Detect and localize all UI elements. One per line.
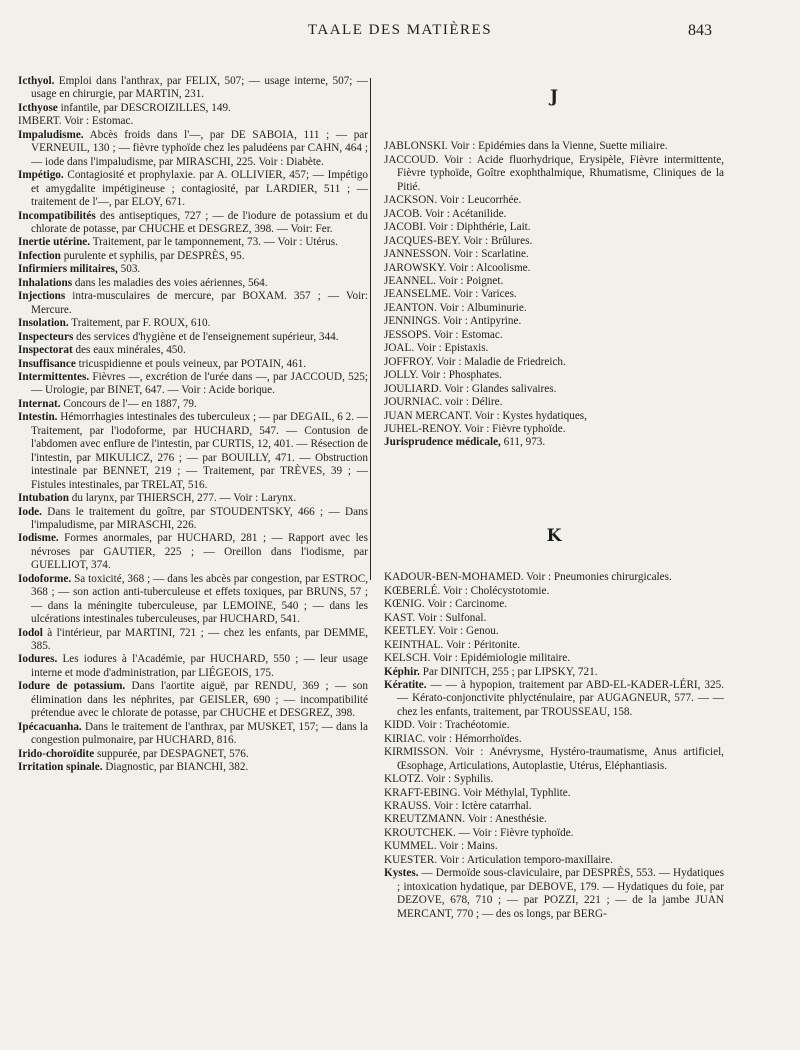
- entry-heading: Infection: [18, 249, 61, 262]
- entry-text: Voir : Antipyrine.: [442, 315, 522, 328]
- column-divider: [370, 78, 371, 580]
- entry-heading: JUAN MERCANT.: [384, 409, 473, 422]
- index-entry: [384, 571, 724, 584]
- entry-heading: JACCOUD.: [384, 153, 439, 166]
- entry-text: Voir : Scarlatine.: [453, 248, 529, 261]
- entry-heading: Iodure de potassium.: [18, 680, 126, 693]
- section-j-entries: [384, 140, 724, 449]
- index-entry: [18, 398, 368, 411]
- entry-text: Abcès froids dans l'—, par DE SABOIA, 111 ; — par VERNEUIL, 130 ; — fièvre typhoïde chez les paludéens par CAHN, 464 ; — iode dans l'impaludisme, par MIRASCHI, 225. Voir : Diabète.: [31, 128, 368, 168]
- index-entry: [384, 302, 724, 315]
- entry-text: voir : Hémorrhoïdes.: [428, 732, 522, 745]
- index-entry: [18, 748, 368, 761]
- entry-heading: Intermittentes.: [18, 370, 90, 383]
- entry-heading: Impaludisme.: [18, 128, 84, 141]
- entry-heading: KRAUSS.: [384, 800, 431, 813]
- index-entry: [384, 625, 724, 638]
- entry-heading: KELSCH.: [384, 652, 431, 665]
- entry-heading: JOAL.: [384, 342, 415, 355]
- entry-heading: JACOB.: [384, 207, 423, 220]
- index-entry: [18, 290, 368, 317]
- entry-text: Voir : Péritonite.: [445, 638, 521, 651]
- entry-heading: KŒBERLÉ.: [384, 584, 441, 597]
- index-entry: [384, 369, 724, 382]
- entry-text: Voir : Diphthérie, Lait.: [428, 221, 531, 234]
- index-entry: [384, 140, 724, 153]
- index-entry: [384, 194, 724, 207]
- index-entry: [384, 248, 724, 261]
- index-entry: [384, 840, 724, 853]
- index-entry: [384, 719, 724, 732]
- page-title: TAALE DES MATIÈRES: [307, 22, 493, 38]
- index-entry: [384, 436, 724, 449]
- left-column: [18, 75, 368, 775]
- entry-heading: Icthyol.: [18, 75, 55, 87]
- right-column: [384, 75, 724, 921]
- index-entry: [18, 573, 368, 627]
- index-entry: [384, 813, 724, 826]
- page-number: 843: [688, 22, 712, 39]
- entry-text: Voir : Carcinome.: [427, 598, 507, 611]
- index-entry: [384, 827, 724, 840]
- entry-heading: Intubation: [18, 492, 69, 505]
- index-entry: [384, 396, 724, 409]
- entry-heading: KADOUR-BEN-MOHAMED.: [384, 571, 524, 584]
- entry-heading: KIDD.: [384, 719, 415, 732]
- index-entry: [18, 344, 368, 357]
- entry-text: Voir : Epistaxis.: [416, 342, 489, 355]
- entry-heading: JESSOPS.: [384, 328, 431, 341]
- entry-heading: Iodures.: [18, 653, 58, 666]
- entry-heading: Intestin.: [18, 411, 58, 424]
- entry-text: Voir : Estomac.: [433, 328, 503, 341]
- index-entry: [18, 75, 368, 102]
- entry-text: 503.: [120, 263, 141, 276]
- index-entry: [18, 371, 368, 398]
- index-entry: [384, 208, 724, 221]
- index-entry: [18, 761, 368, 774]
- entry-text: Diagnostic, par BIANCHI, 382.: [105, 761, 249, 774]
- entry-text: Les iodures à l'Académie, par HUCHARD, 550 ; — leur usage interne et mode d'administration, par LIÉGEOIS, 175.: [31, 653, 368, 679]
- entry-text: Voir : Fièvre typhoïde.: [464, 422, 566, 435]
- entry-heading: Internat.: [18, 397, 61, 410]
- index-entry: [18, 506, 368, 533]
- index-entry: [18, 317, 368, 330]
- entry-text: Voir : Glandes salivaires.: [444, 382, 557, 395]
- index-entry: [18, 492, 368, 505]
- entry-text: Hémorrhagies intestinales des tuberculeux ; — par DEGAIL, 6 2. — Traitement, par l'iodoforme, par HUCHARD, 547. — Contusion de l'abdomen avec enflure de l'intestin, par CURTIS, 12, 401. — Résection de l'intestin, par MIKULICZ, 276 ; — par BOUILLY, 471. — Obstruction intestinale par BENNET, 219 ; — Traitement, par TRÈVES, 39 ; — Fistules intestinales, par TRELAT, 516.: [31, 411, 368, 491]
- index-entry: [384, 652, 724, 665]
- entry-text: tricuspidienne et pouls veineux, par POTAIN, 461.: [78, 357, 307, 370]
- index-entry: [18, 721, 368, 748]
- entry-heading: KUMMEL.: [384, 840, 437, 853]
- entry-text: Voir Méthylal, Typhlite.: [462, 786, 571, 799]
- entry-heading: JEANNEL.: [384, 274, 436, 287]
- entry-text: Voir : Articulation temporo-maxillaire.: [439, 853, 613, 866]
- entry-heading: KŒNIG.: [384, 598, 425, 611]
- entry-heading: Kystes.: [384, 867, 419, 880]
- entry-heading: JACKSON.: [384, 194, 438, 207]
- entry-text: des eaux minérales, 450.: [75, 344, 186, 357]
- entry-heading: Irritation spinale.: [18, 761, 103, 774]
- entry-text: Voir : Trachéotomie.: [417, 719, 510, 732]
- entry-heading: JUHEL-RENOY.: [384, 422, 462, 435]
- entry-heading: KREUTZMANN.: [384, 813, 466, 826]
- entry-heading: Inspecteurs: [18, 330, 74, 343]
- entry-heading: Insuffisance: [18, 357, 76, 370]
- entry-text: Traitement, par F. ROUX, 610.: [71, 317, 211, 330]
- index-entry: [18, 102, 368, 115]
- section-letter-j: J: [549, 87, 559, 107]
- entry-text: Voir : Acétanilide.: [424, 207, 507, 220]
- entry-text: Voir : Anévrysme, Hystéro-traumatisme, Anus artificiel, Œsophage, Articulations, Autoplastie, Utérus, Eléphantiasis.: [397, 746, 724, 772]
- index-entry: [384, 262, 724, 275]
- entry-text: infantile, par DESCROIZILLES, 149.: [60, 101, 231, 114]
- entry-text: — Voir : Fièvre typhoïde.: [458, 826, 574, 839]
- entry-text: 611, 973.: [503, 436, 546, 449]
- entry-text: Voir : Maladie de Friedreich.: [436, 355, 566, 368]
- index-entry: [384, 746, 724, 773]
- entry-heading: JENNINGS.: [384, 315, 441, 328]
- section-k-entries: [384, 571, 724, 921]
- entry-text: Fièvres —, excrétion de l'urée dans —, par JACCOUD, 525; — Urologie, par BINET, 647. — Voir : Acide borique.: [31, 370, 368, 397]
- index-entry: [18, 129, 368, 169]
- entry-text: purulente et syphilis, par DESPRÈS, 95.: [63, 249, 245, 262]
- entry-heading: Iodisme.: [18, 532, 59, 545]
- entry-text: Voir : Sulfonal.: [417, 611, 487, 624]
- index-entry: [384, 356, 724, 369]
- entry-text: voir : Délire.: [444, 396, 503, 409]
- entry-text: à l'intérieur, par MARTINI, 721 ; — chez les enfants, par DEMME, 385.: [31, 626, 369, 653]
- entry-heading: Inspectorat: [18, 344, 73, 357]
- entry-heading: Iodoforme.: [18, 572, 72, 585]
- entry-text: intra-musculaires de mercure, par BOXAM. 357 ; — Voir: Mercure.: [31, 290, 369, 316]
- entry-heading: JEANTON.: [384, 301, 437, 314]
- index-entry: [18, 627, 368, 654]
- entry-heading: KRAFT-EBING.: [384, 786, 461, 799]
- entry-text: Voir : Acide fluorhydrique, Erysipèle, Fièvre intermittente, Fièvre typhoïde, Goître exophthalmique, Rhumatisme, Cliniques de la Pitié.: [397, 153, 724, 193]
- entry-heading: JEANSELME.: [384, 288, 451, 301]
- entry-text: suppurée, par DESPAGNET, 576.: [97, 747, 249, 760]
- index-entry: [384, 585, 724, 598]
- index-entry: [18, 210, 368, 237]
- entry-text: des antiseptiques, 727 ; — de l'iodure de potassium et du chlorate de potasse, par CHUCHE et DESGREZ, 398. — Voir: Fer.: [31, 209, 369, 235]
- index-entry: [18, 277, 368, 290]
- entry-heading: KEETLEY.: [384, 625, 436, 638]
- index-entry: [384, 612, 724, 625]
- index-entry: [384, 639, 724, 652]
- entry-heading: Infirmiers militaires,: [18, 263, 118, 276]
- entry-text: Voir : Epidémiologie militaire.: [432, 652, 571, 665]
- index-entry: [384, 867, 724, 921]
- entry-text: Voir : Phosphates.: [421, 369, 502, 382]
- entry-text: des services d'hygiène et de l'enseignement supérieur, 344.: [76, 330, 339, 343]
- index-entry: [384, 342, 724, 355]
- index-entry: [18, 411, 368, 492]
- entry-heading: JABLONSKI.: [384, 140, 448, 153]
- index-entry: [384, 666, 724, 679]
- entry-text: Voir : Ictère catarrhal.: [433, 800, 532, 813]
- entry-text: Voir : Mains.: [439, 840, 498, 853]
- index-entry: [18, 331, 368, 344]
- index-entry: [384, 315, 724, 328]
- page-header: [0, 22, 800, 48]
- entry-text: Voir : Brûlures.: [463, 234, 533, 247]
- entry-text: — — à hypopion, traitement par ABD-EL-KADER-LÉRI, 325. — Kérato-conjonctivite phlycténulaire, par AUGAGNEUR, 577. — — chez les enfants, traitement, par TROUSSEAU, 158.: [397, 678, 725, 718]
- entry-text: Dans le traitement de l'anthrax, par MUSKET, 157; — dans la congestion pulmonaire, par HUCHARD, 816.: [31, 720, 368, 747]
- entry-heading: Iodol: [18, 626, 43, 639]
- index-entry: [18, 358, 368, 371]
- entry-heading: Kératite.: [384, 678, 427, 691]
- entry-heading: Icthyose: [18, 101, 58, 114]
- index-entry: [384, 154, 724, 194]
- entry-text: Voir : Pneumonies chirurgicales.: [526, 571, 672, 584]
- entry-text: Voir : Epidémies dans la Vienne, Suette miliaire.: [450, 140, 668, 153]
- entry-heading: JOURNIAC.: [384, 396, 443, 409]
- index-entry: [384, 410, 724, 423]
- entry-heading: IMBERT.: [18, 115, 62, 128]
- entry-heading: JAROWSKY.: [384, 261, 447, 274]
- index-entry: [384, 383, 724, 396]
- index-entry: [18, 115, 368, 128]
- index-entry: [384, 854, 724, 867]
- entry-heading: KAST.: [384, 611, 416, 624]
- entry-text: Contagiosité et prophylaxie. par A. OLLIVIER, 457; — Impétigo et amygdalite impétigineuse ; contagiosité, par LARDIER, 511 ; — traitement de l'—, par ELOY, 671.: [31, 169, 369, 209]
- entry-text: Voir : Albuminurie.: [439, 301, 527, 314]
- entry-text: Voir : Poignet.: [438, 274, 504, 287]
- index-entry: [384, 423, 724, 436]
- index-entry: [384, 773, 724, 786]
- entry-heading: JACQUES-BEY.: [384, 234, 461, 247]
- entry-heading: Injections: [18, 290, 66, 303]
- entry-text: Par DINITCH, 255 ; par LIPSKY, 721.: [422, 665, 598, 678]
- entry-heading: JOLLY.: [384, 369, 419, 382]
- entry-text: Dans le traitement du goître, par STOUDENTSKY, 466 ; — Dans l'impaludisme, par MIRASCHI, 226.: [31, 505, 368, 531]
- entry-heading: Jurisprudence médicale,: [384, 436, 501, 449]
- entry-heading: KIRIAC.: [384, 732, 426, 745]
- index-entry: [18, 532, 368, 572]
- index-entry: [384, 288, 724, 301]
- index-entry: [18, 680, 368, 720]
- entry-heading: Inhalations: [18, 276, 73, 289]
- index-entry: [18, 169, 368, 209]
- entry-heading: Impétigo.: [18, 169, 64, 182]
- index-entry: [384, 787, 724, 800]
- entry-text: Voir : Kystes hydatiques,: [474, 409, 587, 422]
- index-entry: [384, 733, 724, 746]
- entry-text: Voir : Anesthésie.: [467, 813, 547, 826]
- index-entry: [384, 598, 724, 611]
- entry-heading: JACOBI.: [384, 221, 426, 234]
- entry-text: Voir : Estomac.: [64, 115, 134, 128]
- entry-heading: Képhir.: [384, 665, 420, 678]
- index-entry: [384, 679, 724, 719]
- entry-text: Emploi dans l'anthrax, par FELIX, 507; — usage interne, 507; — usage en chirurgie, par MARTIN, 231.: [31, 75, 368, 101]
- entry-text: Voir : Varices.: [453, 288, 517, 301]
- entry-heading: KEINTHAL.: [384, 638, 444, 651]
- entry-heading: KIRMISSON.: [384, 746, 449, 759]
- entry-text: Voir : Syphilis.: [426, 773, 494, 786]
- entry-heading: Ipécacuanha.: [18, 720, 82, 733]
- entry-text: Traitement, par le tamponnement, 73. — Voir : Utérus.: [92, 236, 338, 249]
- index-entry: [384, 235, 724, 248]
- entry-text: Dans l'aortite aiguë, par RENDU, 369 ; — son élimination dans les néphrites, par GEISLER, 690 ; — incompatibilité prétendue avec le chlorate de potasse, par CHUCHE et DESGREZ, 398.: [31, 680, 368, 720]
- index-entry: [384, 275, 724, 288]
- entry-heading: JOFFROY.: [384, 355, 434, 368]
- index-entry: [384, 329, 724, 342]
- entry-text: dans les maladies des voies aériennes, 564.: [74, 276, 268, 289]
- entry-heading: Irido-choroïdite: [18, 747, 95, 760]
- entry-heading: JANNESSON.: [384, 248, 451, 261]
- index-entry: [18, 236, 368, 249]
- entry-heading: Insolation.: [18, 317, 69, 330]
- entry-heading: Iode.: [18, 505, 42, 518]
- entry-heading: Inertie utérine.: [18, 236, 91, 249]
- entry-text: Voir : Leucorrhée.: [439, 194, 522, 207]
- entry-heading: KLOTZ.: [384, 773, 424, 786]
- entry-text: Voir : Alcoolisme.: [448, 261, 531, 274]
- entry-text: — Dermoïde sous-claviculaire, par DESPRÈS, 553. — Hydatiques ; intoxication hydatique, par DEBOVE, 179. — Hydatiques du foie, par DEZOVE, 678, 710 ; — par POZZI, 221 ; — de la jambe JUAN MERCANT, 770 ; — des os longs, par BERG-: [397, 867, 724, 920]
- entry-text: Voir : Cholécystotomie.: [442, 584, 550, 597]
- entry-text: Sa toxicité, 368 ; — dans les abcès par congestion, par ESTROC, 368 ; — son action anti-tuberculeuse et effets toxiques, par BRUNS, 57 ; — dans la méningite tuberculeuse, par LEMOINE, 540 ; — dans les ulcérations intestinales tuberculeuses, par HUCHARD, 541.: [31, 572, 369, 626]
- entry-text: Voir : Genou.: [438, 625, 499, 638]
- index-entry: [18, 653, 368, 680]
- index-entry: [384, 800, 724, 813]
- entry-heading: JOULIARD.: [384, 382, 442, 395]
- index-entry: [18, 250, 368, 263]
- section-letter-k: K: [546, 525, 562, 546]
- entry-heading: KROUTCHEK.: [384, 826, 456, 839]
- entry-text: du larynx, par THIERSCH, 277. — Voir : Larynx.: [71, 492, 297, 505]
- entry-text: Concours de l'— en 1887, 79.: [63, 397, 197, 410]
- entry-heading: KUESTER.: [384, 853, 438, 866]
- entry-text: Formes anormales, par HUCHARD, 281 ; — Rapport avec les névroses par GAUTIER, 225 ; — Oreillon dans l'iodisme, par GUELLIOT, 374.: [31, 532, 368, 572]
- index-entry: [384, 221, 724, 234]
- index-entry: [18, 263, 368, 276]
- entry-heading: Incompatibilités: [18, 209, 96, 222]
